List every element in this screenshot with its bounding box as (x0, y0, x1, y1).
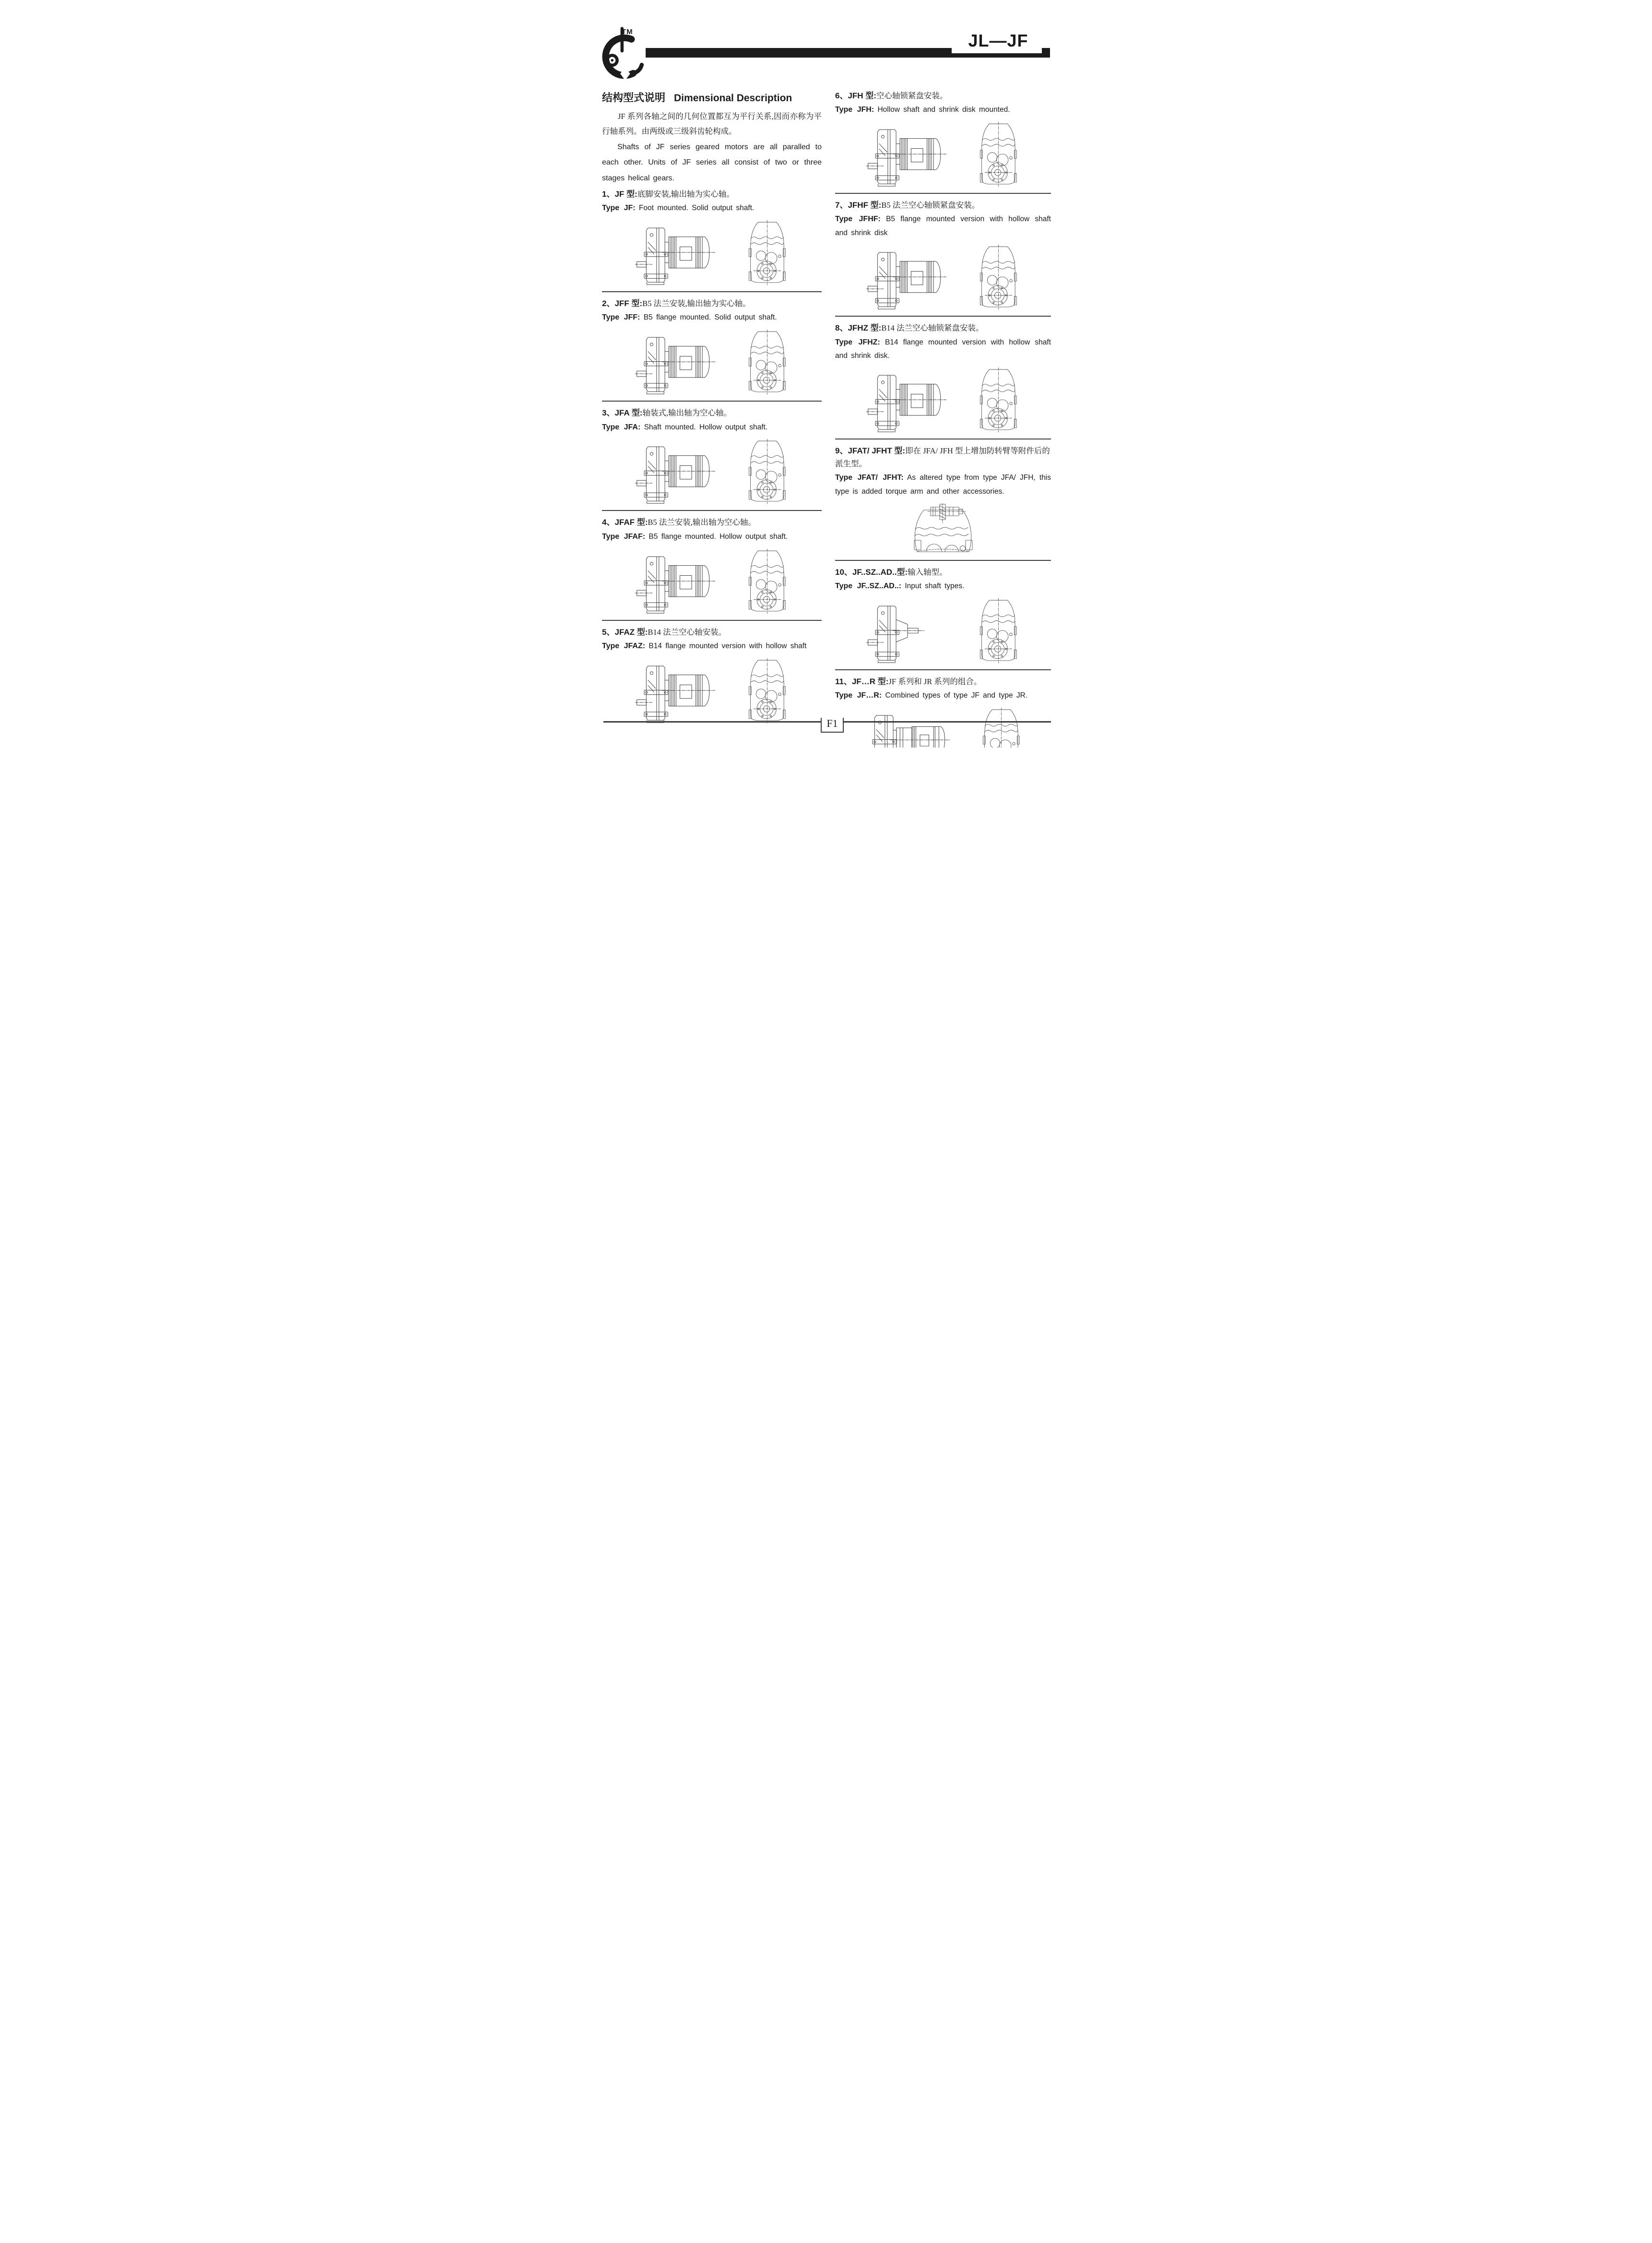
section-type-en (602, 202, 822, 215)
front-view-drawing (746, 439, 789, 504)
page-number: F1 (826, 717, 838, 729)
front-view-drawing (746, 658, 789, 724)
section-type-en (835, 689, 1051, 703)
right-column (835, 90, 1051, 748)
section-model: 7、JFHF 型: (835, 201, 882, 210)
section-jfhz (835, 316, 1051, 433)
section-heading (602, 188, 822, 201)
side-view-drawing (635, 225, 727, 285)
section-desc-cn: JF 系列和 JR 系列的组合。 (888, 676, 982, 686)
content-columns (551, 90, 1101, 748)
side-view-drawing (866, 603, 958, 664)
section-model: 10、JF..SZ..AD..型: (835, 567, 908, 577)
type-label: Type JFAF: (602, 532, 646, 541)
type-desc: As altered type from type JFA/ JFH, this type is added torque arm and other accessories. (835, 473, 1051, 496)
type-label: Type JF..SZ..AD..: (835, 582, 902, 590)
section-desc-cn: B5 法兰安装,输出轴为实心轴。 (642, 299, 751, 309)
footer-rule-left (603, 721, 821, 723)
type-label: Type JF…R: (835, 691, 882, 700)
section-jfaf (602, 510, 822, 614)
side-view-drawing (635, 334, 727, 395)
section-desc-cn: B5 法兰安装,输出轴为空心轴。 (648, 518, 756, 527)
section-desc-cn: 空心轴锁紧盘安装。 (876, 91, 948, 100)
front-view-drawing (977, 598, 1020, 664)
type-label: Type JFF: (602, 313, 640, 322)
section-jff (602, 291, 822, 395)
section-type-en (835, 580, 1051, 593)
section-desc-cn: B14 法兰空心轴锁紧盘安装。 (881, 323, 984, 333)
left-column (602, 90, 822, 748)
figure-jff (604, 330, 820, 395)
type-desc: Hollow shaft and shrink disk mounted. (877, 106, 1010, 114)
section-heading (835, 322, 1051, 334)
side-view-drawing (863, 712, 961, 748)
type-desc: Input shaft types. (905, 582, 965, 590)
section-type-en (835, 103, 1051, 117)
section-heading (602, 516, 822, 529)
type-label: Type JFAZ: (602, 641, 646, 650)
type-desc: B14 flange mounted version with hollow shaft and shrink disk. (835, 338, 1051, 360)
section-desc-cn: 底脚安装,输出轴为实心轴。 (637, 189, 734, 199)
intro-paragraph-en: Shafts of JF series geared motors are all paralled to each other. Units of JF series all consist of two or three stages helical gears. (602, 143, 822, 182)
figure-jf (604, 220, 820, 285)
section-jf (602, 188, 822, 285)
page-number-box (821, 718, 844, 733)
type-desc: B14 flange mounted version with hollow shaft (649, 641, 807, 650)
figure-jfa (604, 439, 820, 504)
section-type-en (835, 213, 1051, 240)
section-jfh (835, 90, 1051, 187)
front-view-drawing (977, 122, 1020, 187)
section-type-en (602, 530, 822, 544)
page-title: JL—JF (968, 31, 1028, 50)
section-desc-cn: B14 法兰空心轴安装。 (648, 627, 727, 637)
section-model: 11、JF…R 型: (835, 676, 889, 686)
section-heading (835, 199, 1051, 212)
side-view-drawing (866, 372, 958, 433)
section-type-en (602, 311, 822, 325)
section-heading (835, 90, 1051, 102)
front-view-drawing (746, 330, 789, 395)
figure-jfaf (604, 549, 820, 614)
type-desc: B5 flange mounted version with hollow shaft and shrink disk (835, 215, 1051, 237)
figure-jfhz (837, 368, 1049, 433)
figure-jfhf (837, 245, 1049, 310)
type-desc: B5 flange mounted. Hollow output shaft. (649, 532, 788, 541)
section-heading (835, 445, 1051, 470)
footer-rule-right (844, 721, 1051, 723)
section-heading (835, 566, 1051, 579)
side-view-drawing (866, 249, 958, 310)
section-model: 4、JFAF 型: (602, 518, 648, 527)
section-desc-cn: 输入轴型。 (908, 567, 947, 577)
type-label: Type JF: (602, 204, 636, 213)
section-model: 8、JFHZ 型: (835, 323, 882, 333)
document-title-cn: 结构型式说明 (602, 92, 666, 104)
section-desc-cn: 即在 JFA/ JFH 型上增加防转臂等附件后的派生型。 (835, 446, 1050, 468)
section-model: 6、JFH 型: (835, 91, 876, 100)
type-label: Type JFH: (835, 106, 874, 114)
type-label: Type JFHZ: (835, 338, 880, 346)
side-view-drawing (635, 554, 727, 614)
section-jfat-jfht (835, 439, 1051, 554)
front-view-drawing (980, 708, 1023, 748)
page-header (551, 0, 1101, 90)
section-jfa (602, 401, 822, 504)
section-jf-r (835, 669, 1051, 748)
front-view-drawing (977, 368, 1020, 433)
type-desc: Combined types of type JF and type JR. (885, 691, 1028, 700)
section-type-en (602, 421, 822, 435)
section-jfaz (602, 620, 822, 724)
side-view-drawing (635, 663, 727, 724)
section-model: 1、JF 型: (602, 189, 637, 199)
section-type-en (835, 336, 1051, 363)
section-jfhf (835, 193, 1051, 310)
section-type-en (602, 640, 822, 653)
type-label: Type JFHF: (835, 215, 881, 224)
section-desc-cn: B5 法兰空心轴锁紧盘安装。 (881, 201, 980, 210)
front-view-drawing (746, 220, 789, 285)
section-jf-sz-ad (835, 560, 1051, 664)
document-title-en: Dimensional Description (674, 93, 792, 104)
type-desc: B5 flange mounted. Solid output shaft. (643, 313, 777, 322)
type-desc: Foot mounted. Solid output shaft. (638, 204, 755, 213)
intro-paragraph-cn: JF 系列各轴之间的几何位置都互为平行关系,因而亦称为平行轴系列。由两级或三级斜齿轮构成。 (602, 112, 822, 136)
side-view-drawing (866, 127, 958, 187)
figure-jf-sz-ad (837, 598, 1049, 664)
brand-logo-icon (594, 26, 648, 90)
section-heading (602, 297, 822, 310)
figure-jfat-jfht (837, 503, 1049, 554)
document-title (602, 90, 822, 105)
section-heading (602, 626, 822, 639)
type-desc: Shaft mounted. Hollow output shaft. (644, 423, 768, 431)
section-type-en (835, 471, 1051, 498)
front-view-drawing (746, 549, 789, 614)
figure-jfh (837, 122, 1049, 187)
type-label: Type JFA: (602, 423, 641, 431)
trademark-label: TM (622, 28, 633, 36)
section-model: 3、JFA 型: (602, 408, 643, 418)
section-model: 9、JFAT/ JFHT 型: (835, 446, 906, 456)
section-desc-cn: 轴装式,输出轴为空心轴。 (642, 408, 732, 418)
figure-jfaz (604, 658, 820, 724)
catalog-page (551, 0, 1101, 748)
shrink-disk-view-drawing (907, 503, 979, 554)
section-model: 2、JFF 型: (602, 299, 643, 309)
front-view-drawing (977, 245, 1020, 310)
section-model: 5、JFAZ 型: (602, 627, 648, 637)
side-view-drawing (635, 444, 727, 504)
section-heading (602, 407, 822, 419)
section-heading (835, 676, 1051, 688)
figure-jf-r (837, 708, 1049, 748)
type-label: Type JFAT/ JFHT: (835, 473, 904, 482)
